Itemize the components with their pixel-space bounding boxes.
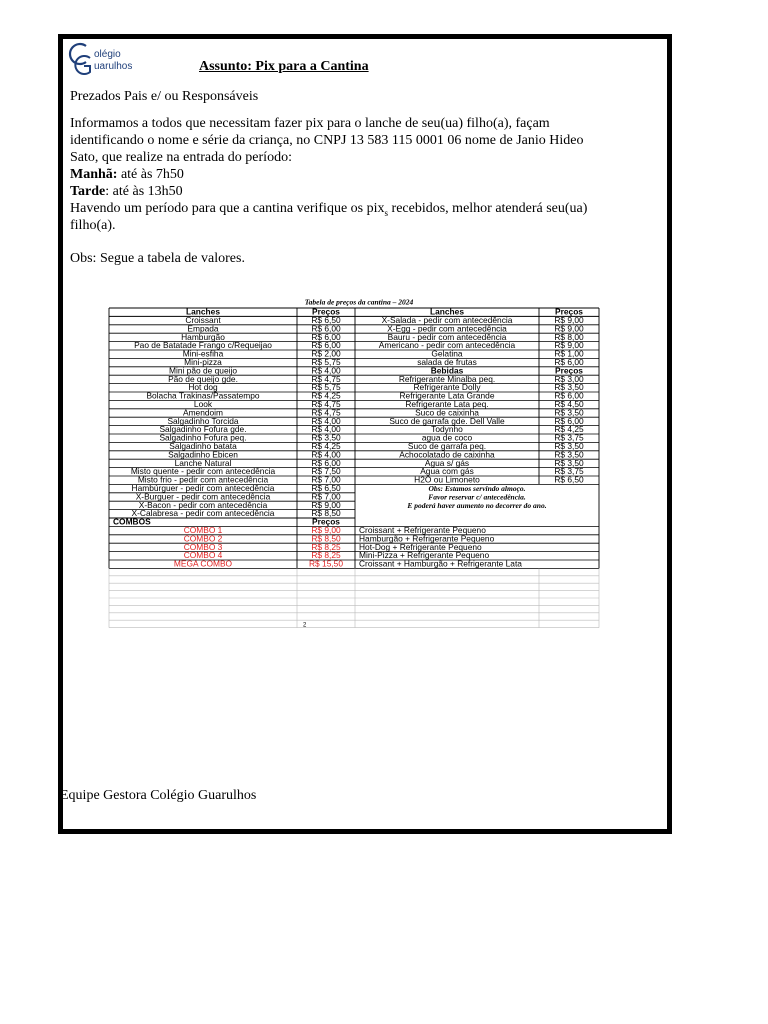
combo-name: COMBO 1 (183, 525, 223, 535)
school-logo (68, 40, 158, 76)
combo-price: R$ 8,25 (311, 541, 341, 552)
combo-name: COMBO 3 (183, 541, 223, 552)
right-item-name: Bebidas (430, 365, 464, 376)
afternoon-line (70, 183, 183, 200)
left-item-price: R$ 8,50 (311, 508, 341, 519)
right-item-price: R$ 3,50 (554, 407, 584, 418)
left-item-name: Lanche Natural (174, 457, 232, 468)
combos-price-header: Preços (312, 516, 340, 527)
right-item-name: Americano - pedir com antecedência (378, 340, 516, 351)
right-item-name: salada de frutas (417, 357, 477, 367)
right-item-price: R$ 4,50 (554, 399, 584, 409)
logo-text-2: uarulhos (94, 61, 133, 72)
left-item-name: Salgadinho Torcida (167, 415, 239, 426)
morning-value: até às 7h50 (117, 167, 184, 182)
table-note: E poderá haver aumento no decorrer do ano. (407, 500, 547, 510)
left-header-precos: Preços (312, 306, 340, 317)
left-item-price: R$ 4,00 (311, 449, 341, 460)
combo-name: MEGA COMBO (173, 558, 233, 569)
right-item-name: Todynho (431, 424, 463, 435)
left-item-name: Mini-esfiha (182, 348, 224, 359)
left-item-price: R$ 4,00 (311, 415, 341, 426)
signature: Equipe Gestora Colégio Guarulhos (60, 788, 257, 803)
right-item-name: Suco de garrafa peq. (407, 441, 487, 451)
left-item-name: Hamburgão (181, 331, 225, 342)
morning-line (70, 166, 184, 183)
price-table-image (107, 297, 611, 635)
left-item-name: Bolacha Trakinas/Passatempo (146, 390, 260, 401)
left-item-name: Look (193, 399, 213, 409)
left-item-price: R$ 7,00 (311, 474, 341, 485)
left-item-price: R$ 4,75 (311, 373, 341, 384)
left-item-price: R$ 4,25 (311, 390, 341, 401)
left-item-name: X-Calabresa - pedir com antecedência (131, 508, 275, 519)
right-item-price: R$ 3,50 (554, 441, 584, 451)
paragraph-line-4 (70, 200, 587, 222)
paragraph-line-1: Informamos a todos que necessitam fazer pix para o lanche de seu(ua) filho(a), façam (70, 116, 550, 131)
left-item-price: R$ 5,75 (311, 357, 341, 367)
left-item-price: R$ 3,50 (311, 432, 341, 443)
left-item-price: R$ 6,00 (311, 323, 341, 334)
right-item-price: R$ 3,75 (554, 466, 584, 477)
combo-description: Hot-Dog + Refrigerante Pequeno (359, 541, 482, 552)
right-item-name: Bauru - pedir com antecedência (387, 331, 507, 342)
afternoon-label: Tarde (70, 184, 106, 199)
right-item-price: R$ 9,00 (554, 315, 584, 325)
p4-text: Havendo um período para que a cantina verifique os pix (70, 201, 385, 216)
morning-label: Manhã: (70, 167, 118, 182)
right-item-name: X-Egg - pedir com antecedência (387, 323, 507, 334)
right-item-price: R$ 6,50 (554, 474, 584, 485)
right-item-price: R$ 9,00 (554, 340, 584, 351)
footer-mark: 2 (303, 622, 307, 629)
left-item-name: Misto quente - pedir com antecedência (130, 466, 276, 477)
combo-description: Mini-Pizza + Refrigerante Pequeno (359, 550, 490, 561)
right-item-price: R$ 9,00 (554, 323, 584, 334)
combo-price: R$ 8,50 (311, 533, 341, 544)
right-item-name: Suco de garrafa gde. Dell Valle (389, 415, 505, 426)
right-item-price: R$ 3,50 (554, 449, 584, 460)
left-item-price: R$ 4,75 (311, 407, 341, 418)
left-item-price: R$ 5,75 (311, 382, 341, 393)
paragraph-line-5: filho(a). (70, 218, 116, 233)
right-item-price: R$ 3,50 (554, 457, 584, 468)
right-item-name: Gelatina (431, 348, 463, 359)
left-item-name: Pão de queijo gde. (168, 373, 238, 384)
subject-line: Assunto: Pix para a Cantina (199, 59, 369, 74)
right-item-name: Agua com gás (420, 466, 474, 477)
left-item-name: Salgadinho Fofura gde. (159, 424, 247, 435)
left-item-name: Salgadinho batata (169, 441, 237, 451)
combo-price: R$ 15,50 (309, 558, 343, 569)
right-item-name: Suco de caixinha (415, 407, 479, 418)
right-item-price: R$ 3,00 (554, 373, 584, 384)
left-item-name: Misto frio - pedir com antecedência (137, 474, 269, 485)
left-item-price: R$ 4,25 (311, 441, 341, 451)
right-item-name: Achocolatado de caixinha (399, 449, 495, 460)
logo-text-1: olégio (94, 49, 121, 60)
left-item-price: R$ 4,00 (311, 424, 341, 435)
combo-description: Croissant + Hamburgão + Refrigerante Lata (359, 558, 522, 569)
left-item-price: R$ 2,00 (311, 348, 341, 359)
left-item-price: R$ 6,00 (311, 331, 341, 342)
right-item-price: R$ 8,00 (554, 331, 584, 342)
combo-name: COMBO 2 (183, 533, 223, 544)
right-item-name: Refrigerante Dolly (413, 382, 481, 393)
left-item-name: Pao de Batatade Frango c/Requeijao (134, 340, 272, 351)
right-item-price: R$ 3,75 (554, 432, 584, 443)
right-header-precos: Preços (555, 306, 583, 317)
left-item-price: R$ 9,00 (311, 499, 341, 510)
combo-description: Croissant + Refrigerante Pequeno (359, 525, 486, 535)
table-note: Favor reservar c/ antecedência. (428, 492, 526, 502)
right-item-price: R$ 4,25 (554, 424, 584, 435)
left-item-name: Empada (187, 323, 219, 334)
table-title: Tabela de preços da cantina – 2024 (304, 297, 414, 307)
left-item-name: Croissant (185, 315, 221, 325)
right-item-name: agua de coco (421, 432, 473, 443)
right-item-name: H2O ou Limoneto (414, 474, 480, 485)
paragraph-line-3: Sato, que realize na entrada do período: (70, 150, 292, 165)
table-note: Obs: Estamos servindo almoço. (428, 484, 526, 493)
left-item-name: Salgadinho Ebicen (168, 449, 238, 460)
left-item-price: R$ 6,00 (311, 340, 341, 351)
right-item-price: R$ 3,50 (554, 382, 584, 393)
obs-line: Obs: Segue a tabela de valores. (70, 251, 245, 266)
left-item-name: Hambúrguer - pedir com antecedência (131, 483, 275, 493)
right-item-name: Refrigerante Lata Grande (399, 390, 495, 401)
left-item-price: R$ 6,50 (311, 315, 341, 325)
left-item-name: X-Bacon - pedir com antecedência (138, 499, 268, 510)
left-item-price: R$ 7,00 (311, 491, 341, 502)
afternoon-value: : até às 13h50 (105, 184, 183, 199)
right-item-price: R$ 1,00 (554, 348, 584, 359)
right-item-price: R$ 6,00 (554, 390, 584, 401)
left-item-name: Salgadinho Fofura peq. (159, 432, 247, 443)
right-item-name: Refrigerante Minalba peq. (398, 373, 496, 384)
left-header-lanches: Lanches (186, 306, 220, 317)
combo-price: R$ 8,25 (311, 550, 341, 561)
left-item-price: R$ 6,00 (311, 457, 341, 468)
left-item-name: X-Burguer - pedir com antecedência (135, 491, 271, 502)
greeting: Prezados Pais e/ ou Responsáveis (70, 89, 259, 104)
left-item-price: R$ 7,50 (311, 466, 341, 477)
right-item-price: Preços (555, 365, 583, 376)
combo-name: COMBO 4 (183, 550, 223, 561)
right-item-price: R$ 6,00 (554, 415, 584, 426)
left-item-price: R$ 4,75 (311, 399, 341, 409)
left-item-name: Amendoim (182, 407, 224, 418)
left-item-price: R$ 6,50 (311, 483, 341, 493)
left-item-price: R$ 4,00 (311, 365, 341, 376)
left-item-name: Mini-pizza (184, 357, 222, 367)
combo-description: Hamburgão + Refrigerante Pequeno (359, 533, 495, 544)
right-item-name: Agua s/ gás (424, 457, 470, 468)
paragraph-line-2: identificando o nome e série da criança, no CNPJ 13 583 115 0001 06 nome de Janio Hideo (70, 133, 584, 148)
left-margin-bar (58, 264, 62, 804)
left-item-name: Hot dog (188, 382, 218, 393)
right-header-lanches: Lanches (430, 306, 464, 317)
p4-rest: recebidos, melhor atenderá seu(ua) (388, 201, 588, 216)
combos-header: COMBOS (113, 516, 151, 527)
p4-sub: s (384, 207, 389, 218)
right-item-price: R$ 6,00 (554, 357, 584, 367)
combo-price: R$ 9,00 (311, 525, 341, 535)
left-item-name: Mini pão de queijo (169, 365, 237, 376)
right-item-name: X-Salada - pedir com antecedência (381, 315, 513, 325)
right-item-name: Refrigerante Lata peq. (405, 399, 489, 409)
